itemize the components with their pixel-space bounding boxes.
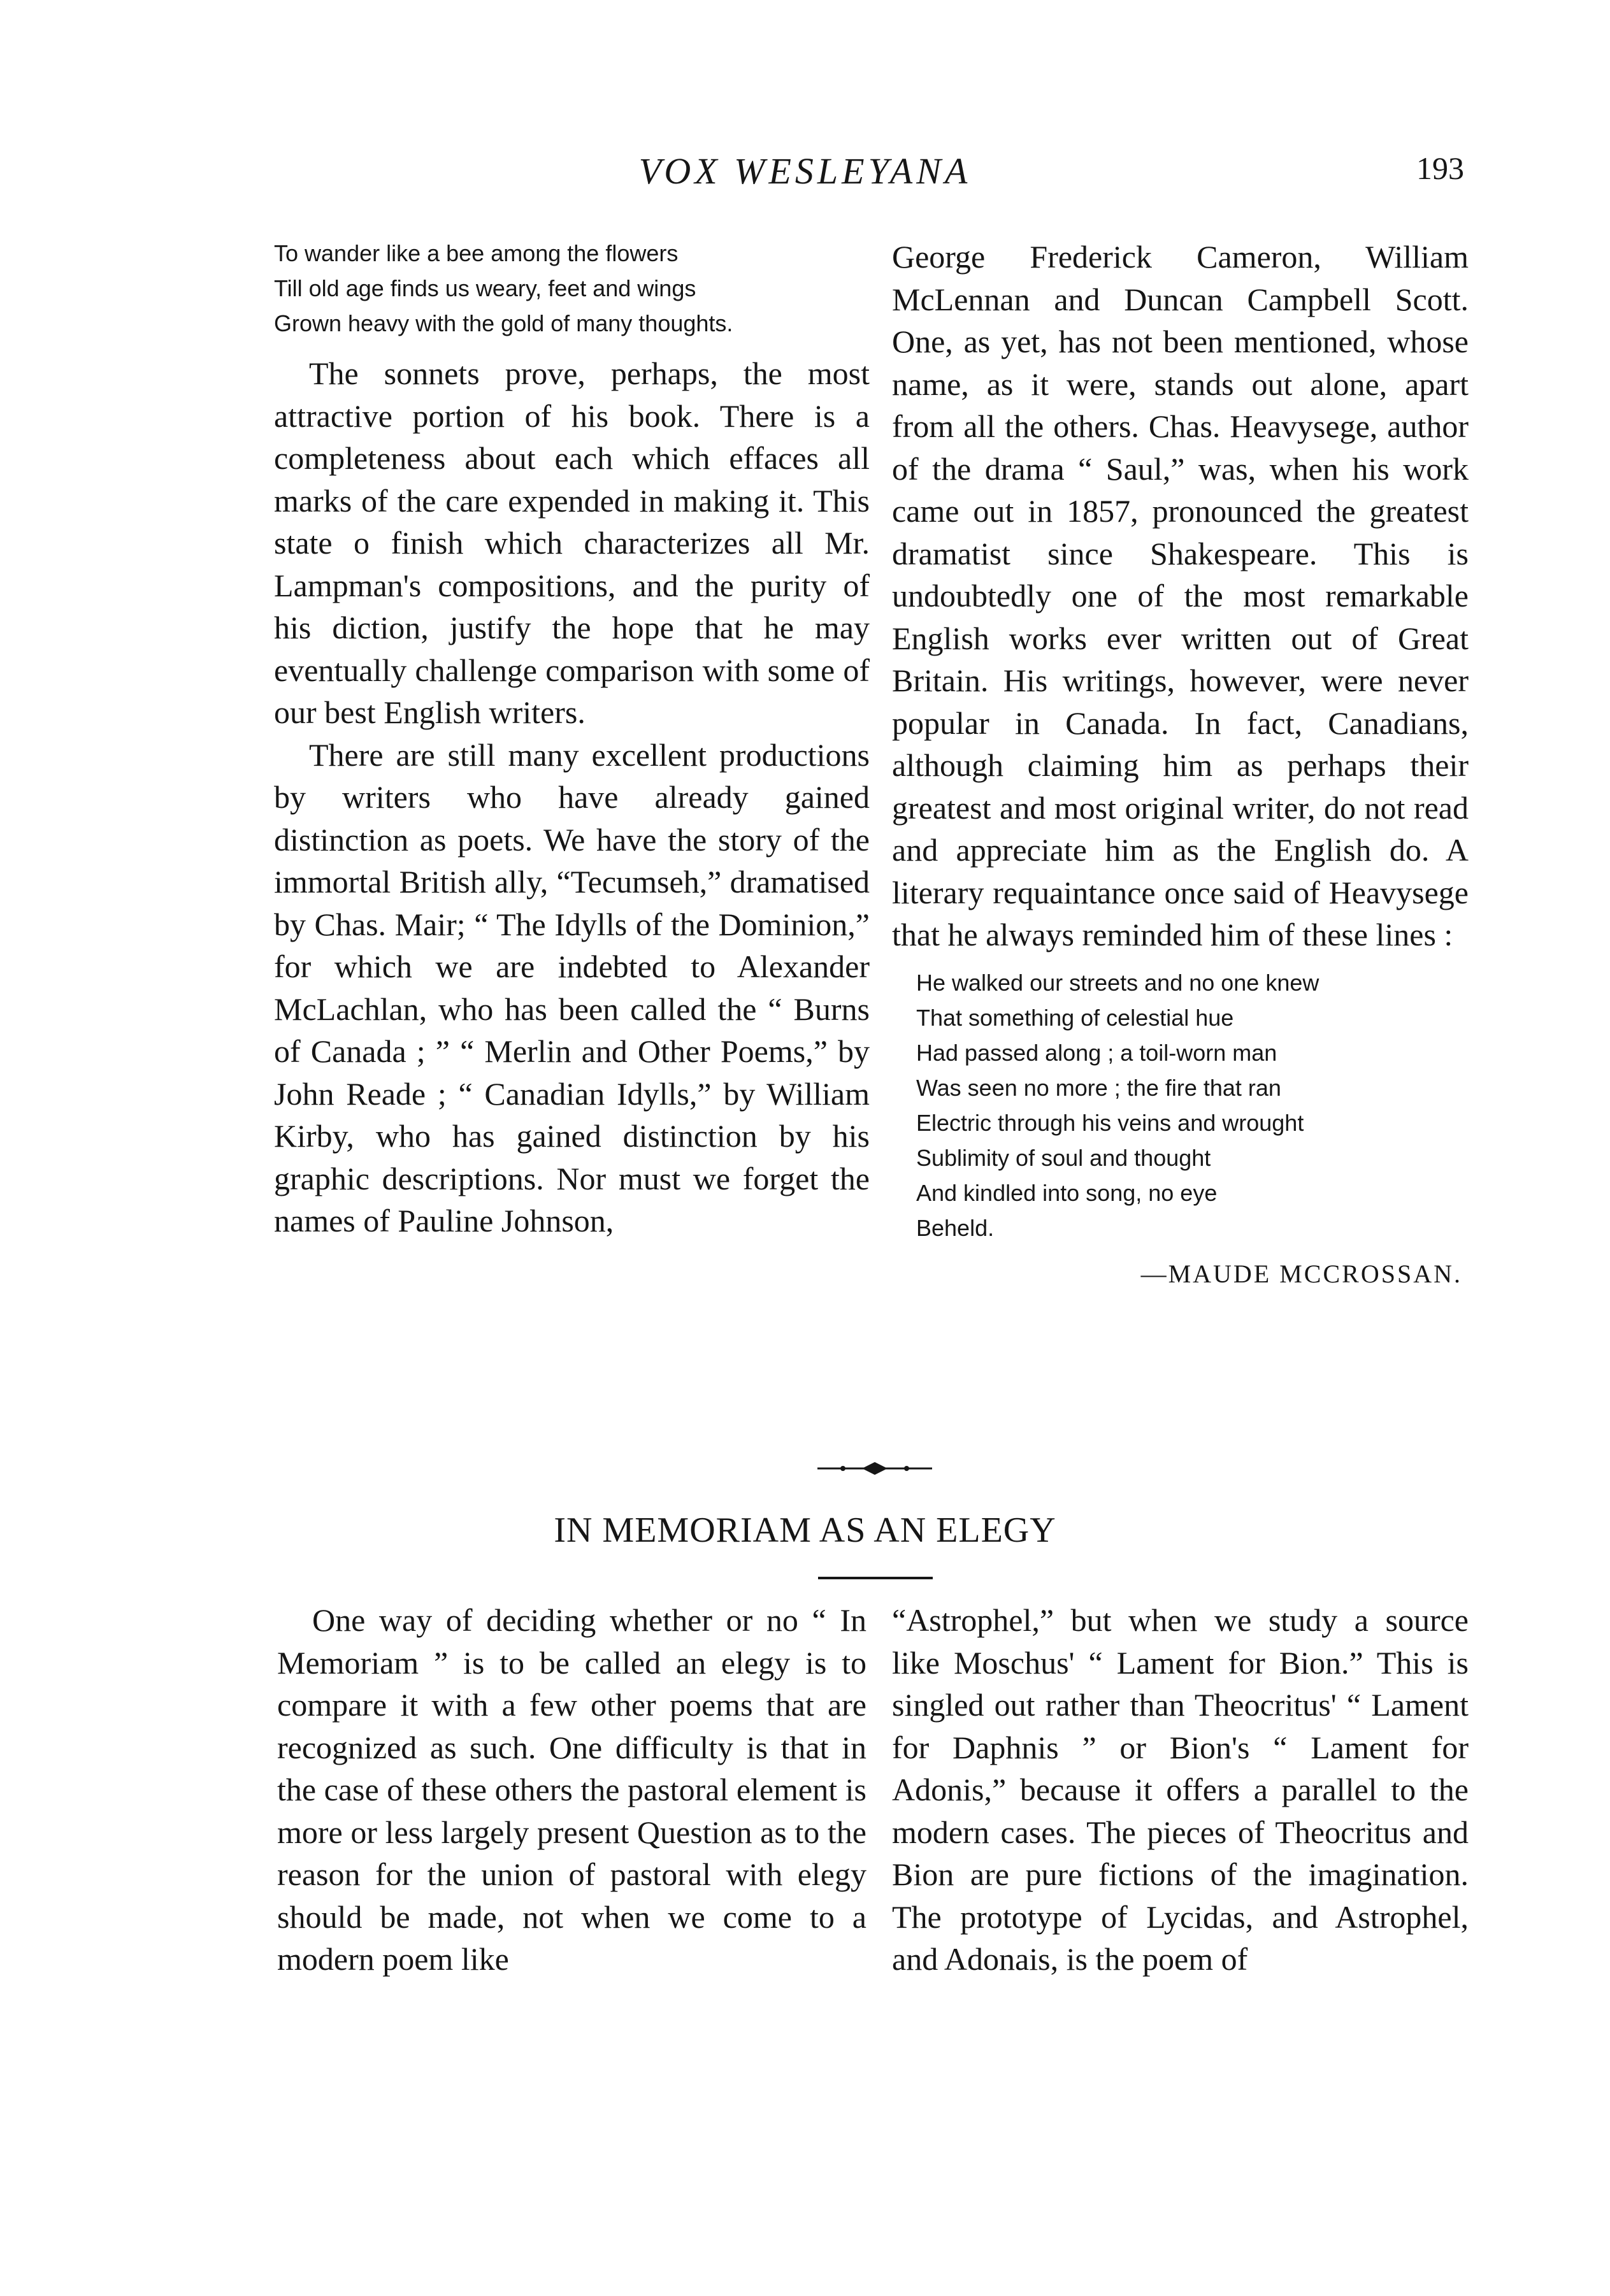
page-number: 193 [1416, 150, 1464, 186]
verse-line: That something of celestial hue [916, 1004, 1234, 1031]
ornament-divider [817, 1459, 932, 1478]
article-right-column [892, 1599, 1469, 1981]
verse-line: And kindled into song, no eye [916, 1179, 1218, 1206]
verse-line: Sublimity of soul and thought [916, 1144, 1211, 1171]
author-signature: —MAUDE MCCROSSAN. [1140, 1259, 1462, 1288]
paragraph-heavysege: George Frederick Cameron, William McLennan and Duncan Campbell Scott. One, as yet, has not been mentioned, whose name, as it were, stands out alone, apart from all the others. Chas. Heavysege, author of the drama “ Saul,” was, when his work came out in 1857, pronounced the greatest dramatist since Shakespeare. This is undoubtedly one of the most remarkable English works ever written out of Great Britain. His writings, however, were never popular in Canada. In fact, Canadians, although claiming him as perhaps their greatest and most original writer, do not read and appreciate him as the English do. A literary requaintance once said of Heavysege that he always reminded him of these lines : [892, 239, 1469, 952]
verse-line: Had passed along ; a toil-worn man [916, 1039, 1277, 1066]
verse-line: Was seen no more ; the fire that ran [916, 1074, 1281, 1101]
verse-line: Electric through his veins and wrought [916, 1109, 1304, 1136]
paragraph-productions: There are still many excellent productions by writers who have already gained distinction as poets. We have the story of the immortal British ally, “Tecumseh,” dramatised by Chas. Mair; “ The Idylls of the Dominion,” for which we are indebted to Alexander McLachlan, who has been called the “ Burns of Canada ; ” “ Merlin and Other Poems,” by John Reade ; “ Canadian Idylls,” by William Kirby, who has gained distinction by his graphic descriptions. Nor must we forget the names of Pauline Johnson, [274, 736, 870, 1238]
verse-line: Till old age finds us weary, feet and wings [274, 275, 696, 301]
article-title: IN MEMORIAM AS AN ELEGY [554, 1510, 1056, 1550]
top-right-column [892, 236, 1469, 1295]
paragraph-astrophel: “Astrophel,” but when we study a source like Moschus' “ Lament for Bion.” This is singled out rather than Theocritus' “ Lament for Daphnis ” or Bion's “ Lament for Adonis,” because it offers a parallel to the modern cases. The pieces of Theocritus and Bion are pure fictions of the imagination. The prototype of Lycidas, and Astrophel, and Adonais, is the poem of [892, 1602, 1469, 1977]
quoted-verse [916, 965, 1469, 1245]
title-rule [818, 1577, 933, 1579]
running-head [0, 150, 1610, 201]
verse-line: He walked our streets and no one knew [916, 969, 1319, 996]
running-title: VOX WESLEYANA [638, 150, 972, 192]
verse-line: To wander like a bee among the flowers [274, 240, 679, 266]
verse-line: Grown heavy with the gold of many thoughts. [274, 310, 733, 336]
article-left-column [277, 1599, 866, 1981]
verse-line: Beheld. [916, 1214, 995, 1241]
paragraph-sonnets: The sonnets prove, perhaps, the most attractive portion of his book. There is a completeness about each which effaces all marks of the care expended in making it. This state o finish which characterizes all Mr. Lampman's compositions, and the purity of his diction, justify the hope that he may eventually challenge comparison with some of our best English writers. [274, 355, 870, 730]
top-left-column [274, 236, 870, 1242]
paragraph-elegy: One way of deciding whether or no “ In Memoriam ” is to be called an elegy is to compare it with a few other poems that are recognized as such. One difficulty is that in the case of these others the pastoral element is more or less largely present Question as to the reason for the union of pastoral with elegy should be made, not when we come to a modern poem like [277, 1602, 866, 1977]
opening-verse [274, 236, 870, 341]
